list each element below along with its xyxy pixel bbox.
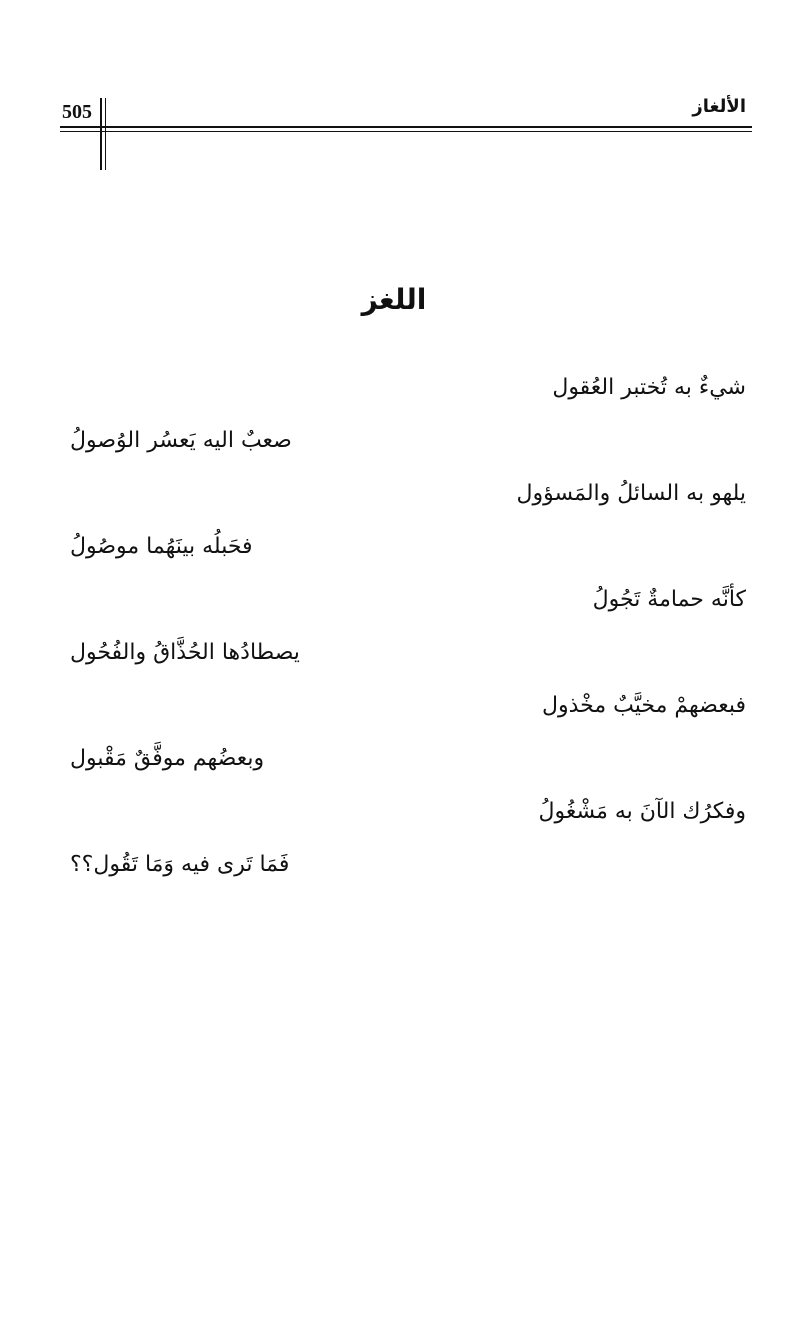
- verse-line: فَمَا تَرى فيه وَمَا تَقُول؟؟: [70, 852, 290, 877]
- page-number: 505: [62, 101, 92, 123]
- header-rule-vertical-inner: [105, 98, 106, 170]
- verse-line: فحَبلُه بينَهُما موصُولُ: [70, 534, 253, 559]
- verse-line: فبعضهمْ مخيَّبٌ مخْذول: [542, 693, 746, 718]
- verse-line: صعبٌ اليه يَعسُر الوُصولُ: [70, 428, 292, 453]
- header-rule-top: [60, 126, 752, 128]
- verse-line: يلهو به السائلُ والمَسؤول: [516, 481, 746, 506]
- verse-line: وبعضُهم موفَّقٌ مَقْبول: [70, 746, 265, 771]
- verse-line: يصطادُها الحُذَّاقُ والفُحُول: [70, 640, 300, 665]
- verse-line: كأنَّه حمامةٌ تَجُولُ: [592, 587, 746, 612]
- header-rule-vertical: [100, 98, 102, 170]
- running-header: الألغاز: [692, 96, 746, 117]
- poem-title: اللغز: [361, 283, 427, 316]
- verse-line: وفكرُك الآنَ به مَشْغُولُ: [538, 799, 746, 824]
- verse-line: شيءٌ به تُختبر العُقول: [552, 375, 746, 400]
- header-rule-bottom: [60, 131, 752, 132]
- poem-body: [0, 360, 788, 880]
